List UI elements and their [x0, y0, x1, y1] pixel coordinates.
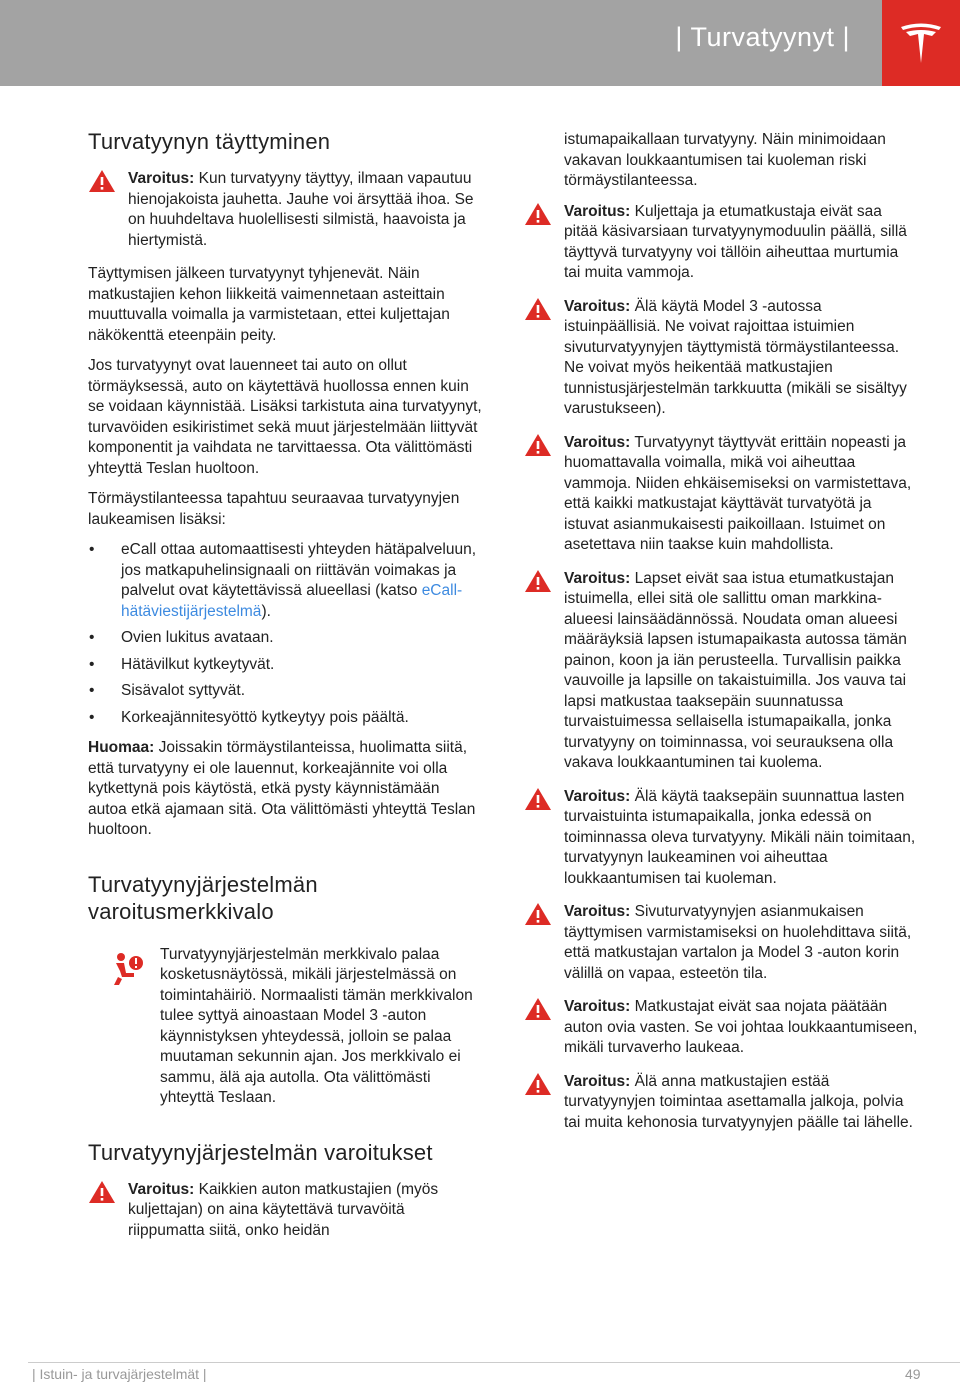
warning-triangle-icon	[524, 297, 552, 321]
warning-block	[524, 997, 918, 1059]
warning-label: Varoitus:	[564, 433, 631, 451]
warning-block	[524, 297, 918, 420]
warning-triangle-icon	[524, 787, 552, 811]
warning-triangle-icon	[524, 1072, 552, 1096]
paragraph-crash-events: Törmäystilanteessa tapahtuu seuraavaa turvatyynyjen laukeamisen lisäksi:	[88, 490, 460, 528]
header-bar	[0, 0, 960, 86]
list-item-text: Ovien lukitus avataan.	[121, 629, 274, 646]
indicator-text: Turvatyynyjärjestelmän merkkivalo palaa kosketusnäytössä, mikäli järjestelmässä on toimintahäiriö. Normaalisti tämän merkkivalon tulee syttyä ainoastaan Model 3 -auton käynnistyksen yhteydessä, jolloin se palaa muutaman sekunnin ajan. Jos merkkivalo ei sammu, älä aja autolla. Ota välittömästi yhteyttä Teslaan.	[160, 945, 473, 1106]
warning-text: Matkustajat eivät saa nojata päätään auton ovia vasten. Se voi johtaa loukkaantumiseen, mikäli turvaverho laukeaa.	[564, 998, 918, 1056]
section-title-indicator: Turvatyynyjärjestelmän varoitusmerkkivalo	[88, 871, 318, 924]
list-item	[88, 681, 482, 702]
warning-seatbelts	[88, 1180, 482, 1242]
bullet: •	[89, 708, 95, 726]
section-title-warnings: Turvatyynyjärjestelmän varoitukset	[88, 1139, 433, 1165]
airbag-indicator-block	[88, 945, 482, 1109]
bullet: •	[89, 541, 95, 558]
list-item-text: eCall ottaa automaattisesti yhteyden hätäpalveluun, jos matkapuhelinsignaali on riittävän voimakas ja palvelut ovat käytettävissä alueellasi (katso	[121, 541, 477, 599]
paragraph-deflation: Täyttymisen jälkeen turvatyynyt tyhjenevät. Näin matkustajien kehon liikkeitä vaimennetaan asteittain muuttuvalla voimalla ja varmistetaan, ettei kuljettajan näkökenttä eteenpäin peity.	[88, 265, 450, 344]
warning-triangle-icon	[524, 433, 552, 457]
page-number: 49	[905, 1366, 921, 1382]
airbag-warning-icon	[110, 951, 146, 987]
warning-text: Kun turvatyyny täyttyy, ilmaan vapautuu hienojakoista jauhetta. Jauhe voi ärsyttää ihoa. Se on huuhdeltava huolellisesti silmistä, haavoista ja hiertymistä.	[128, 170, 474, 249]
footer-chapter: | Istuin- ja turvajärjestelmät |	[32, 1366, 207, 1382]
bullet: •	[89, 629, 95, 646]
paragraph-service: Jos turvatyynyt ovat lauenneet tai auto on ollut törmäyksessä, auto on käytettävä huollossa ennen kuin se voidaan käynnistää. Lisäksi tarkistuta aina turvatyynyt, turvavöiden esikiristimet sekä muut järjestelmään liittyvät komponentit ja vaihdata ne tarvittaessa. Ota välittömästi yhteyttä Teslan huoltoon.	[88, 357, 482, 477]
list-item-text: Sisävalot syttyvät.	[121, 682, 246, 699]
warning-label: Varoitus:	[564, 569, 631, 587]
warning-label: Varoitus:	[564, 998, 631, 1015]
footer-divider	[28, 1362, 960, 1363]
page-section-title: | Turvatyynyt |	[675, 22, 850, 52]
warning-label: Varoitus:	[564, 787, 631, 805]
warning-label: Varoitus:	[128, 1180, 195, 1198]
note-paragraph	[88, 738, 482, 841]
warning-text: Lapset eivät saa istua etumatkustajan istuimella, ellei sitä ole sallittu oman markkina-alueesi lainsäädännössä. Noudata oman alueesi määräyksiä lapsen istumapaikasta autossa tämän painon, koon ja iän perusteella. Turvallisin paikka vauvoille ja lapsille on takaistuimilla. Jos vauva tai lapsi matkustaa taaksepäin suunnatussa turvaistuimessa sellaisella istumapaikalla, jonka turvatyyny on toiminnassa, voi seurauksena olla vakava loukkaantuminen tai kuolema.	[564, 569, 907, 771]
warning-powder	[88, 169, 482, 251]
warning-triangle-icon	[524, 569, 552, 593]
warning-block	[524, 433, 918, 556]
list-item	[88, 708, 482, 729]
warning-triangle-icon	[524, 202, 552, 226]
tesla-logo-box	[882, 0, 960, 86]
list-item-text: Hätävilkut kytkeytyvät.	[121, 655, 275, 673]
warning-block	[524, 569, 918, 774]
warning-label: Varoitus:	[564, 297, 631, 315]
bullet: •	[89, 655, 95, 673]
list-item-text: Korkeajännitesyöttö kytkeytyy pois päältä.	[121, 708, 409, 726]
tesla-logo-icon	[896, 18, 946, 68]
warning-block	[524, 202, 918, 284]
warning-triangle-icon	[88, 1180, 116, 1204]
ecall-link[interactable]: eCall-hätäviestijärjestelmä	[121, 582, 463, 620]
warning-continuation: istumapaikallaan turvatyyny. Näin minimoidaan vakavan loukkaantumisen tai kuoleman riski törmäystilanteessa.	[564, 131, 886, 189]
list-item-text-end: ).	[261, 602, 271, 620]
warning-text: Älä käytä Model 3 -autossa istuinpäällisiä. Ne voivat rajoittaa istuimien sivuturvatyynyjen täyttymistä törmäystilanteessa. Ne voivat myös heikentää matkustajien tunnistusjärjestelmän tarkkuutta (mikäli se sisältyy varustukseen).	[564, 297, 907, 417]
warning-text: Älä anna matkustajien estää turvatyynyjen toimintaa asettamalla jalkoja, polvia tai muita kehonosia turvatyynyjen päälle tai lähelle.	[564, 1072, 913, 1131]
warning-block	[524, 1072, 918, 1134]
note-label: Huomaa:	[88, 739, 155, 756]
warning-triangle-icon	[524, 997, 552, 1021]
warning-label: Varoitus:	[564, 202, 631, 220]
left-column	[88, 128, 482, 1254]
list-item	[88, 540, 482, 622]
note-text: Joissakin törmäystilanteissa, huolimatta siitä, että turvatyyny ei ole lauennut, korkeajännite voi olla kytkettynä pois käytöstä, etkä pysty käynnistämään autoa etkä ajamaan sitä. Ota välittömästi yhteyttä Teslan huoltoon.	[88, 739, 476, 838]
right-column	[524, 130, 918, 1146]
warning-text: Kuljettaja ja etumatkustaja eivät saa pitää käsivarsiaan turvatyynymoduulin päällä, sillä täyttyvä turvatyyny voi tällöin aiheuttaa murtumia tai muita vammoja.	[564, 202, 907, 281]
warning-block	[524, 787, 918, 890]
warning-text: Turvatyynyt täyttyvät erittäin nopeasti ja huomattavalla voimalla, mikä voi aiheuttaa vammoja. Niiden ehkäisemiseksi on varmistettava, että kaikki matkustajat käyttävät turvatyötä ja istuvat asianmukaisesti paikoillaan. Istuimet on asetettava niin taakse kuin mahdollista.	[564, 433, 912, 553]
list-item	[88, 655, 482, 676]
warning-label: Varoitus:	[564, 903, 631, 920]
warning-triangle-icon	[524, 902, 552, 926]
list-item	[88, 628, 482, 649]
warning-label: Varoitus:	[128, 170, 195, 187]
warning-text: Sivuturvatyynyjen asianmukaisen täyttymisen varmistamiseksi on huolehdittava siitä, että matkustajan vartalon ja Model 3 -auton korin välillä on vapaa, esteetön tila.	[564, 903, 912, 982]
section-title-inflation: Turvatyynyn täyttyminen	[88, 129, 331, 154]
bullet: •	[89, 682, 95, 699]
crash-events-list	[88, 540, 482, 728]
warning-text: Älä käytä taaksepäin suunnattua lasten turvaistuinta istumapaikalla, jonka edessä on toiminnassa oleva turvatyyny. Mikäli näin toimitaan, turvatyynyn laukeaminen voi aiheuttaa loukkaantumisen tai kuoleman.	[564, 787, 916, 887]
warning-text: Kaikkien auton matkustajien (myös kuljettajan) on aina käytettävä turvavöitä riippumatta siitä, onko heidän	[128, 1180, 439, 1239]
right-warnings-list	[524, 202, 918, 1134]
warning-triangle-icon	[88, 169, 116, 193]
warning-block	[524, 902, 918, 984]
warning-label: Varoitus:	[564, 1072, 631, 1090]
